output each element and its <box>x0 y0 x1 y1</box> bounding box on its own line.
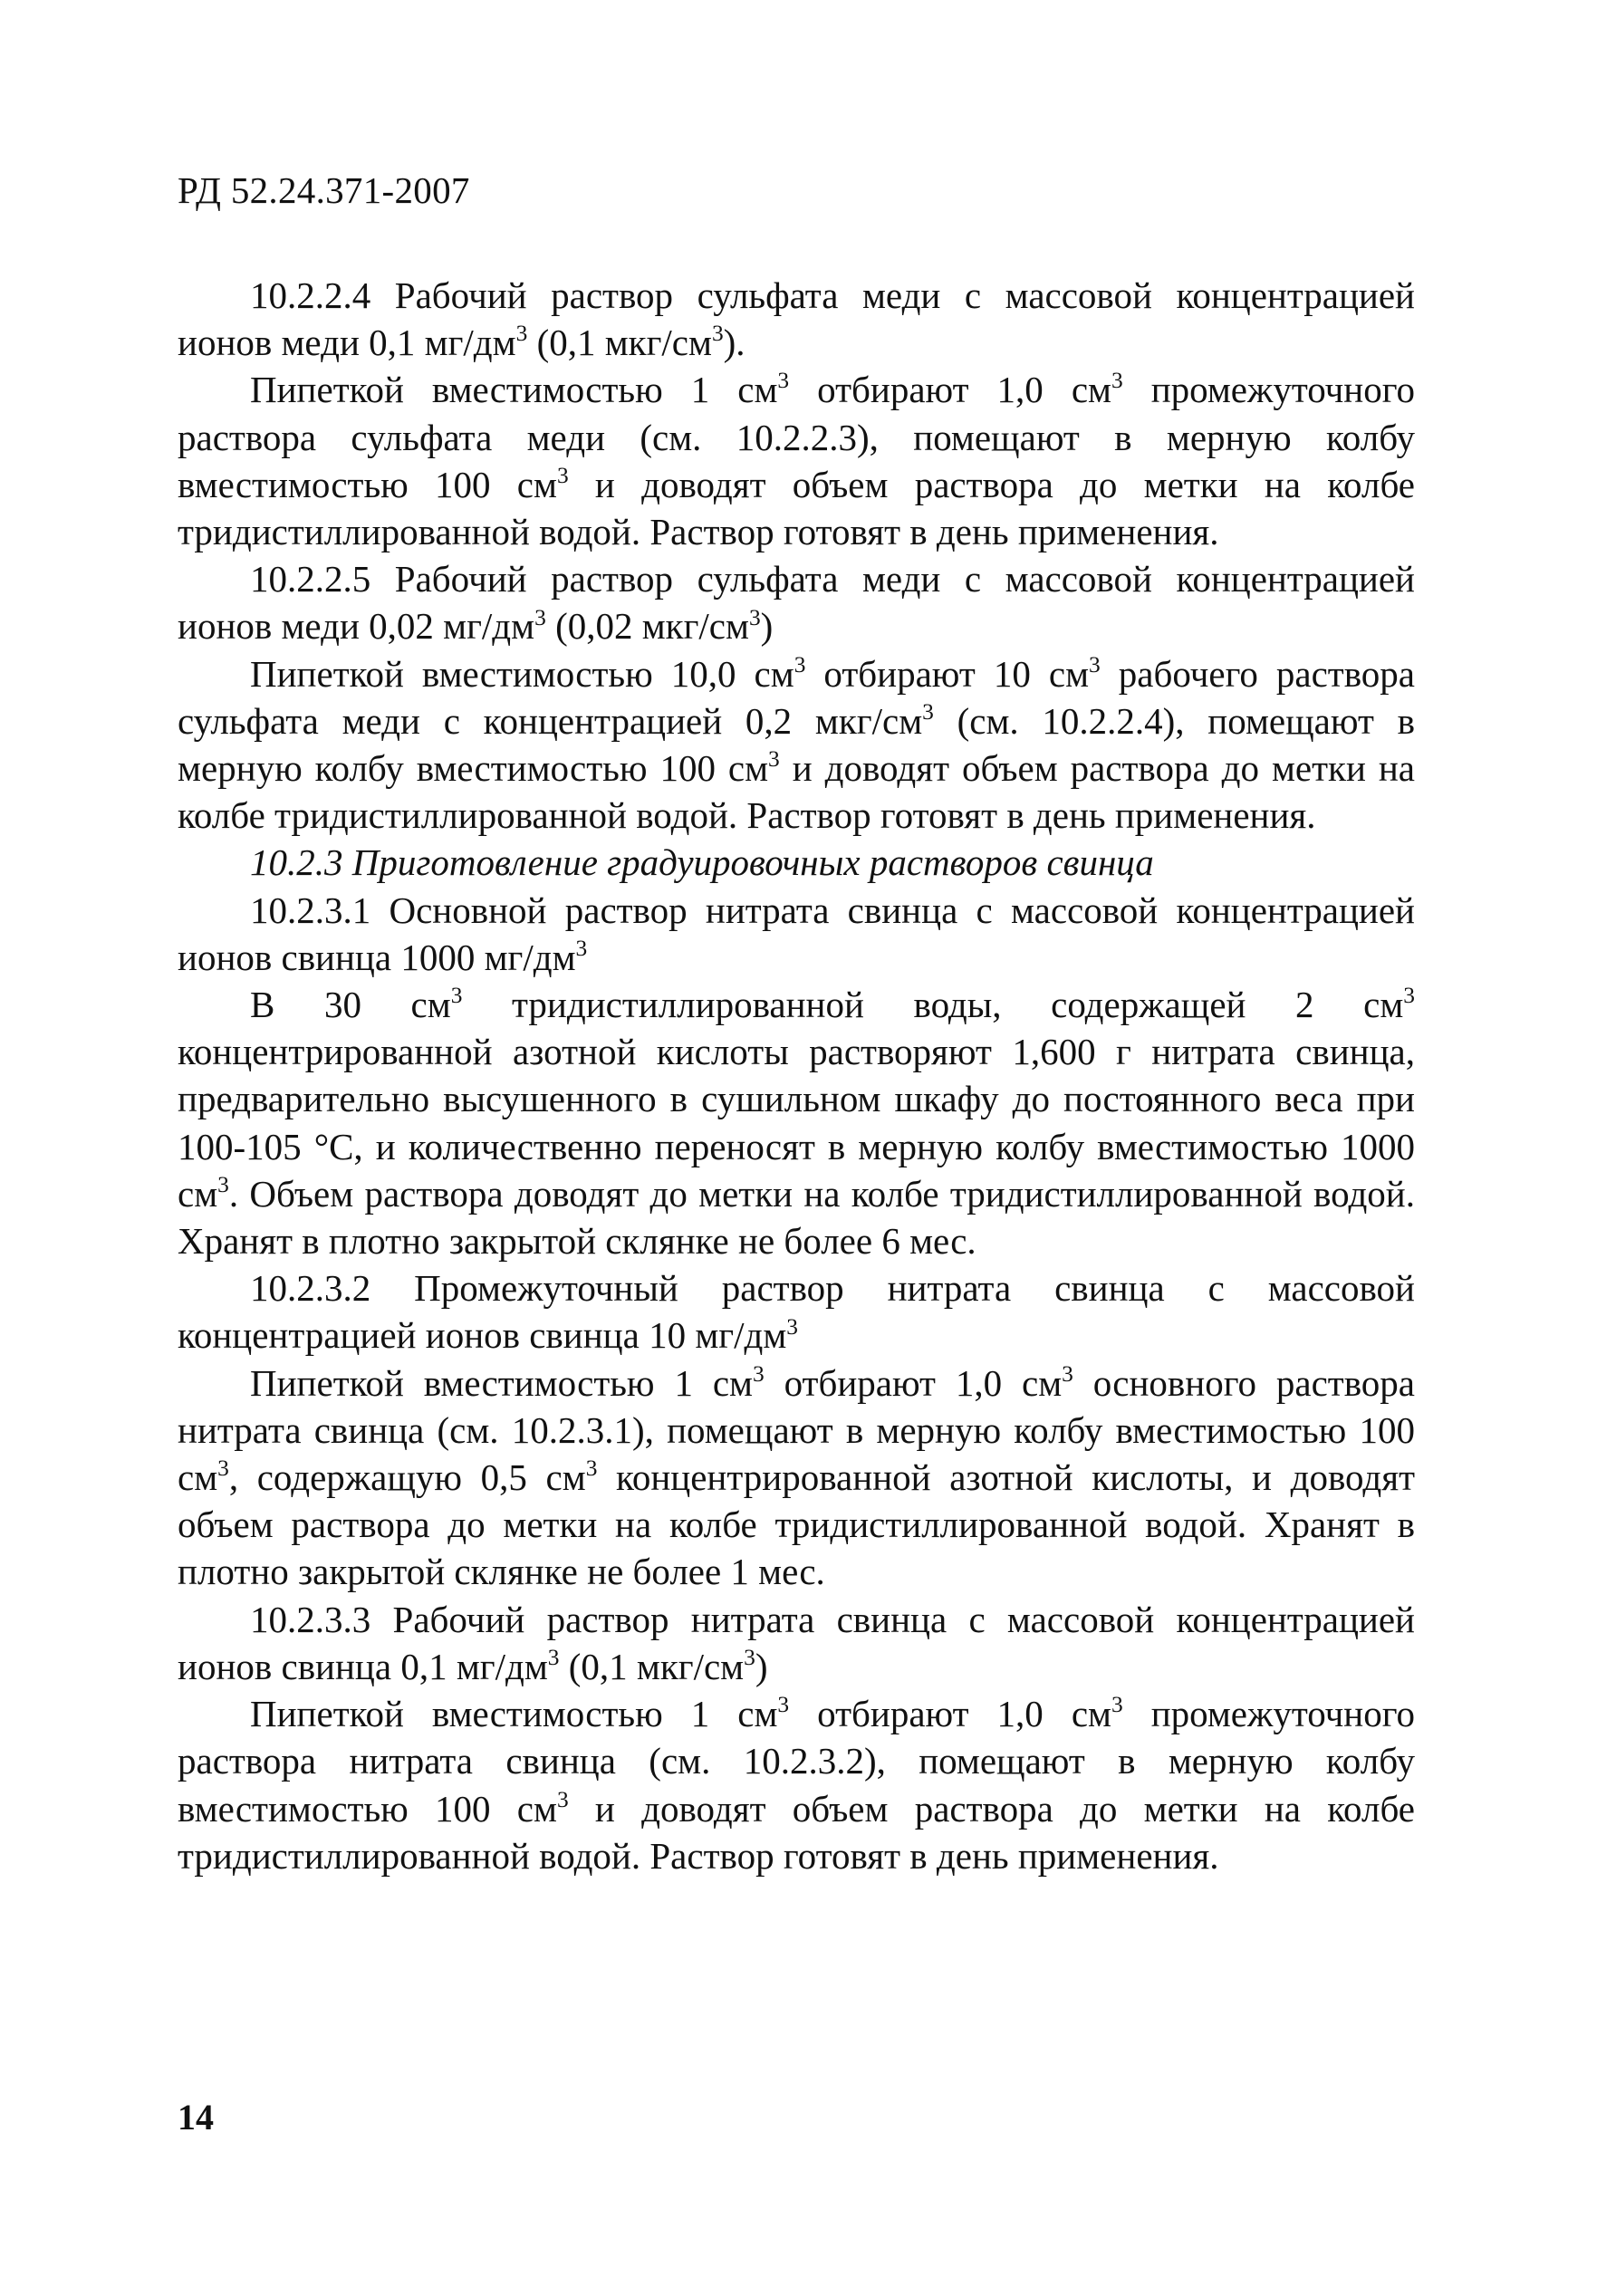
superscript-exponent: 3 <box>1111 368 1123 394</box>
text-run: промежуточного раствора нитрата свинца (см. 10.2.3.2), помещают в мерную колбу вместимостью 100 см <box>178 1693 1416 1830</box>
superscript-exponent: 3 <box>748 604 761 630</box>
paragraph-10-2-2-4-title <box>178 272 1415 366</box>
superscript-exponent: 3 <box>794 651 806 677</box>
superscript-exponent: 3 <box>556 462 569 488</box>
document-body <box>178 272 1415 1879</box>
superscript-exponent: 3 <box>711 321 724 347</box>
text-run: концентрированной азотной кислоты растворяют 1,600 г нитрата свинца, предварительно высушенного в сушильном шкафу до постоянного веса при 100-105 °С, и количественно переносят в мерную колбу вместимостью 1000 см <box>178 1031 1415 1215</box>
superscript-exponent: 3 <box>1062 1360 1073 1387</box>
text-run: 10.2.3.1 Основной раствор нитрата свинца с массовой концентрацией ионов свинца 1000 мг/дм <box>178 889 1415 978</box>
text-run: отбирают 1,0 см <box>789 1693 1111 1735</box>
text-run: тридистиллированной воды, содержащей 2 см <box>462 984 1404 1026</box>
paragraph-10-2-3-1-text <box>178 981 1415 1264</box>
text-run: отбирают 1,0 см <box>764 1361 1063 1404</box>
superscript-exponent: 3 <box>585 1455 598 1482</box>
superscript-exponent: 3 <box>556 1786 569 1812</box>
section-10-2-3-heading <box>178 839 1415 886</box>
document-code-header: РД 52.24.371-2007 <box>178 169 470 211</box>
superscript-exponent: 3 <box>753 1360 765 1387</box>
text-run: рабочего раствора сульфата меди с концентрацией 0,2 мкг/см <box>178 652 1416 742</box>
superscript-exponent: 3 <box>1111 1692 1123 1718</box>
text-run: 10.2.2.5 Рабочий раствор сульфата меди с массовой концентрацией ионов меди 0,02 мг/дм <box>178 558 1415 648</box>
paragraph-10-2-3-2-title <box>178 1264 1415 1359</box>
text-run: промежуточного раствора сульфата меди (см. 10.2.2.3), помещают в мерную колбу вместимостью 100 см <box>178 369 1416 505</box>
superscript-exponent: 3 <box>450 983 463 1009</box>
text-run: ). <box>723 322 745 364</box>
text-run: и доводят объем раствора до метки на колбе тридистиллированной водой. Раствор готовят в день применения. <box>178 463 1415 553</box>
text-run: отбирают 10 см <box>805 652 1090 695</box>
text-run: (0,1 мкг/см <box>559 1645 745 1687</box>
text-run: концентрированной азотной кислоты, и доводят объем раствора до метки на колбе тридистиллированной водой. Хранят в плотно закрытой склянке не более 1 мес. <box>178 1456 1416 1593</box>
superscript-exponent: 3 <box>768 746 780 773</box>
paragraph-10-2-3-3-title <box>178 1596 1415 1690</box>
text-run: 10.2.3.2 Промежуточный раствор нитрата свинца с массовой концентрацией ионов свинца 10 мг/дм <box>178 1267 1415 1357</box>
text-run: Пипеткой вместимостью 10,0 см <box>250 652 794 695</box>
superscript-exponent: 3 <box>786 1313 798 1340</box>
superscript-exponent: 3 <box>1089 651 1101 677</box>
superscript-exponent: 3 <box>534 604 546 630</box>
superscript-exponent: 3 <box>922 698 934 725</box>
text-run: 10.2.3.3 Рабочий раствор нитрата свинца с массовой концентрацией ионов свинца 0,1 мг/дм <box>178 1598 1415 1687</box>
paragraph-10-2-2-4-text <box>178 366 1415 555</box>
superscript-exponent: 3 <box>777 1692 790 1718</box>
text-run: 10.2.3 Приготовление градуировочных растворов свинца <box>250 841 1154 884</box>
paragraph-10-2-2-5-text <box>178 650 1415 840</box>
text-run: (см. 10.2.2.4), помещают в мерную колбу вместимостью 100 см <box>178 699 1415 790</box>
superscript-exponent: 3 <box>515 321 528 347</box>
text-run: ) <box>755 1645 768 1687</box>
text-run: (0,02 мкг/см <box>545 605 749 648</box>
superscript-exponent: 3 <box>777 368 790 394</box>
text-run: Пипеткой вместимостью 1 см <box>250 1693 778 1735</box>
superscript-exponent: 3 <box>547 1644 560 1670</box>
text-run: Пипеткой вместимостью 1 см <box>250 1361 753 1404</box>
text-run: Пипеткой вместимостью 1 см <box>250 369 778 411</box>
text-run: основного раствора нитрата свинца (см. 10.2.3.1), помещают в мерную колбу вместимостью 100 см <box>178 1361 1415 1499</box>
text-run: . Объем раствора доводят до метки на колбе тридистиллированной водой. Хранят в плотно закрытой склянке не более 6 мес. <box>178 1172 1415 1263</box>
superscript-exponent: 3 <box>744 1644 755 1670</box>
page-number: 14 <box>178 2097 214 2137</box>
paragraph-10-2-3-3-text <box>178 1690 1415 1879</box>
paragraph-10-2-3-1-title <box>178 887 1415 981</box>
text-run: и доводят объем раствора до метки на колбе тридистиллированной водой. Раствор готовят в день применения. <box>178 1787 1415 1877</box>
text-run: , содержащую 0,5 см <box>228 1456 586 1499</box>
text-run: В 30 см <box>250 984 451 1026</box>
paragraph-10-2-2-5-title <box>178 555 1415 649</box>
superscript-exponent: 3 <box>1403 983 1415 1009</box>
text-run: 10.2.2.4 Рабочий раствор сульфата меди с массовой концентрацией ионов меди 0,1 мг/дм <box>178 274 1415 364</box>
paragraph-10-2-3-2-text <box>178 1359 1415 1596</box>
superscript-exponent: 3 <box>217 1455 229 1482</box>
text-run: (0,1 мкг/см <box>527 322 712 364</box>
text-run: отбирают 1,0 см <box>789 369 1111 411</box>
superscript-exponent: 3 <box>575 935 588 961</box>
text-run: ) <box>760 605 774 648</box>
superscript-exponent: 3 <box>217 1171 229 1197</box>
text-run: и доводят объем раствора до метки на колбе тридистиллированной водой. Раствор готовят в день применения. <box>178 747 1416 837</box>
